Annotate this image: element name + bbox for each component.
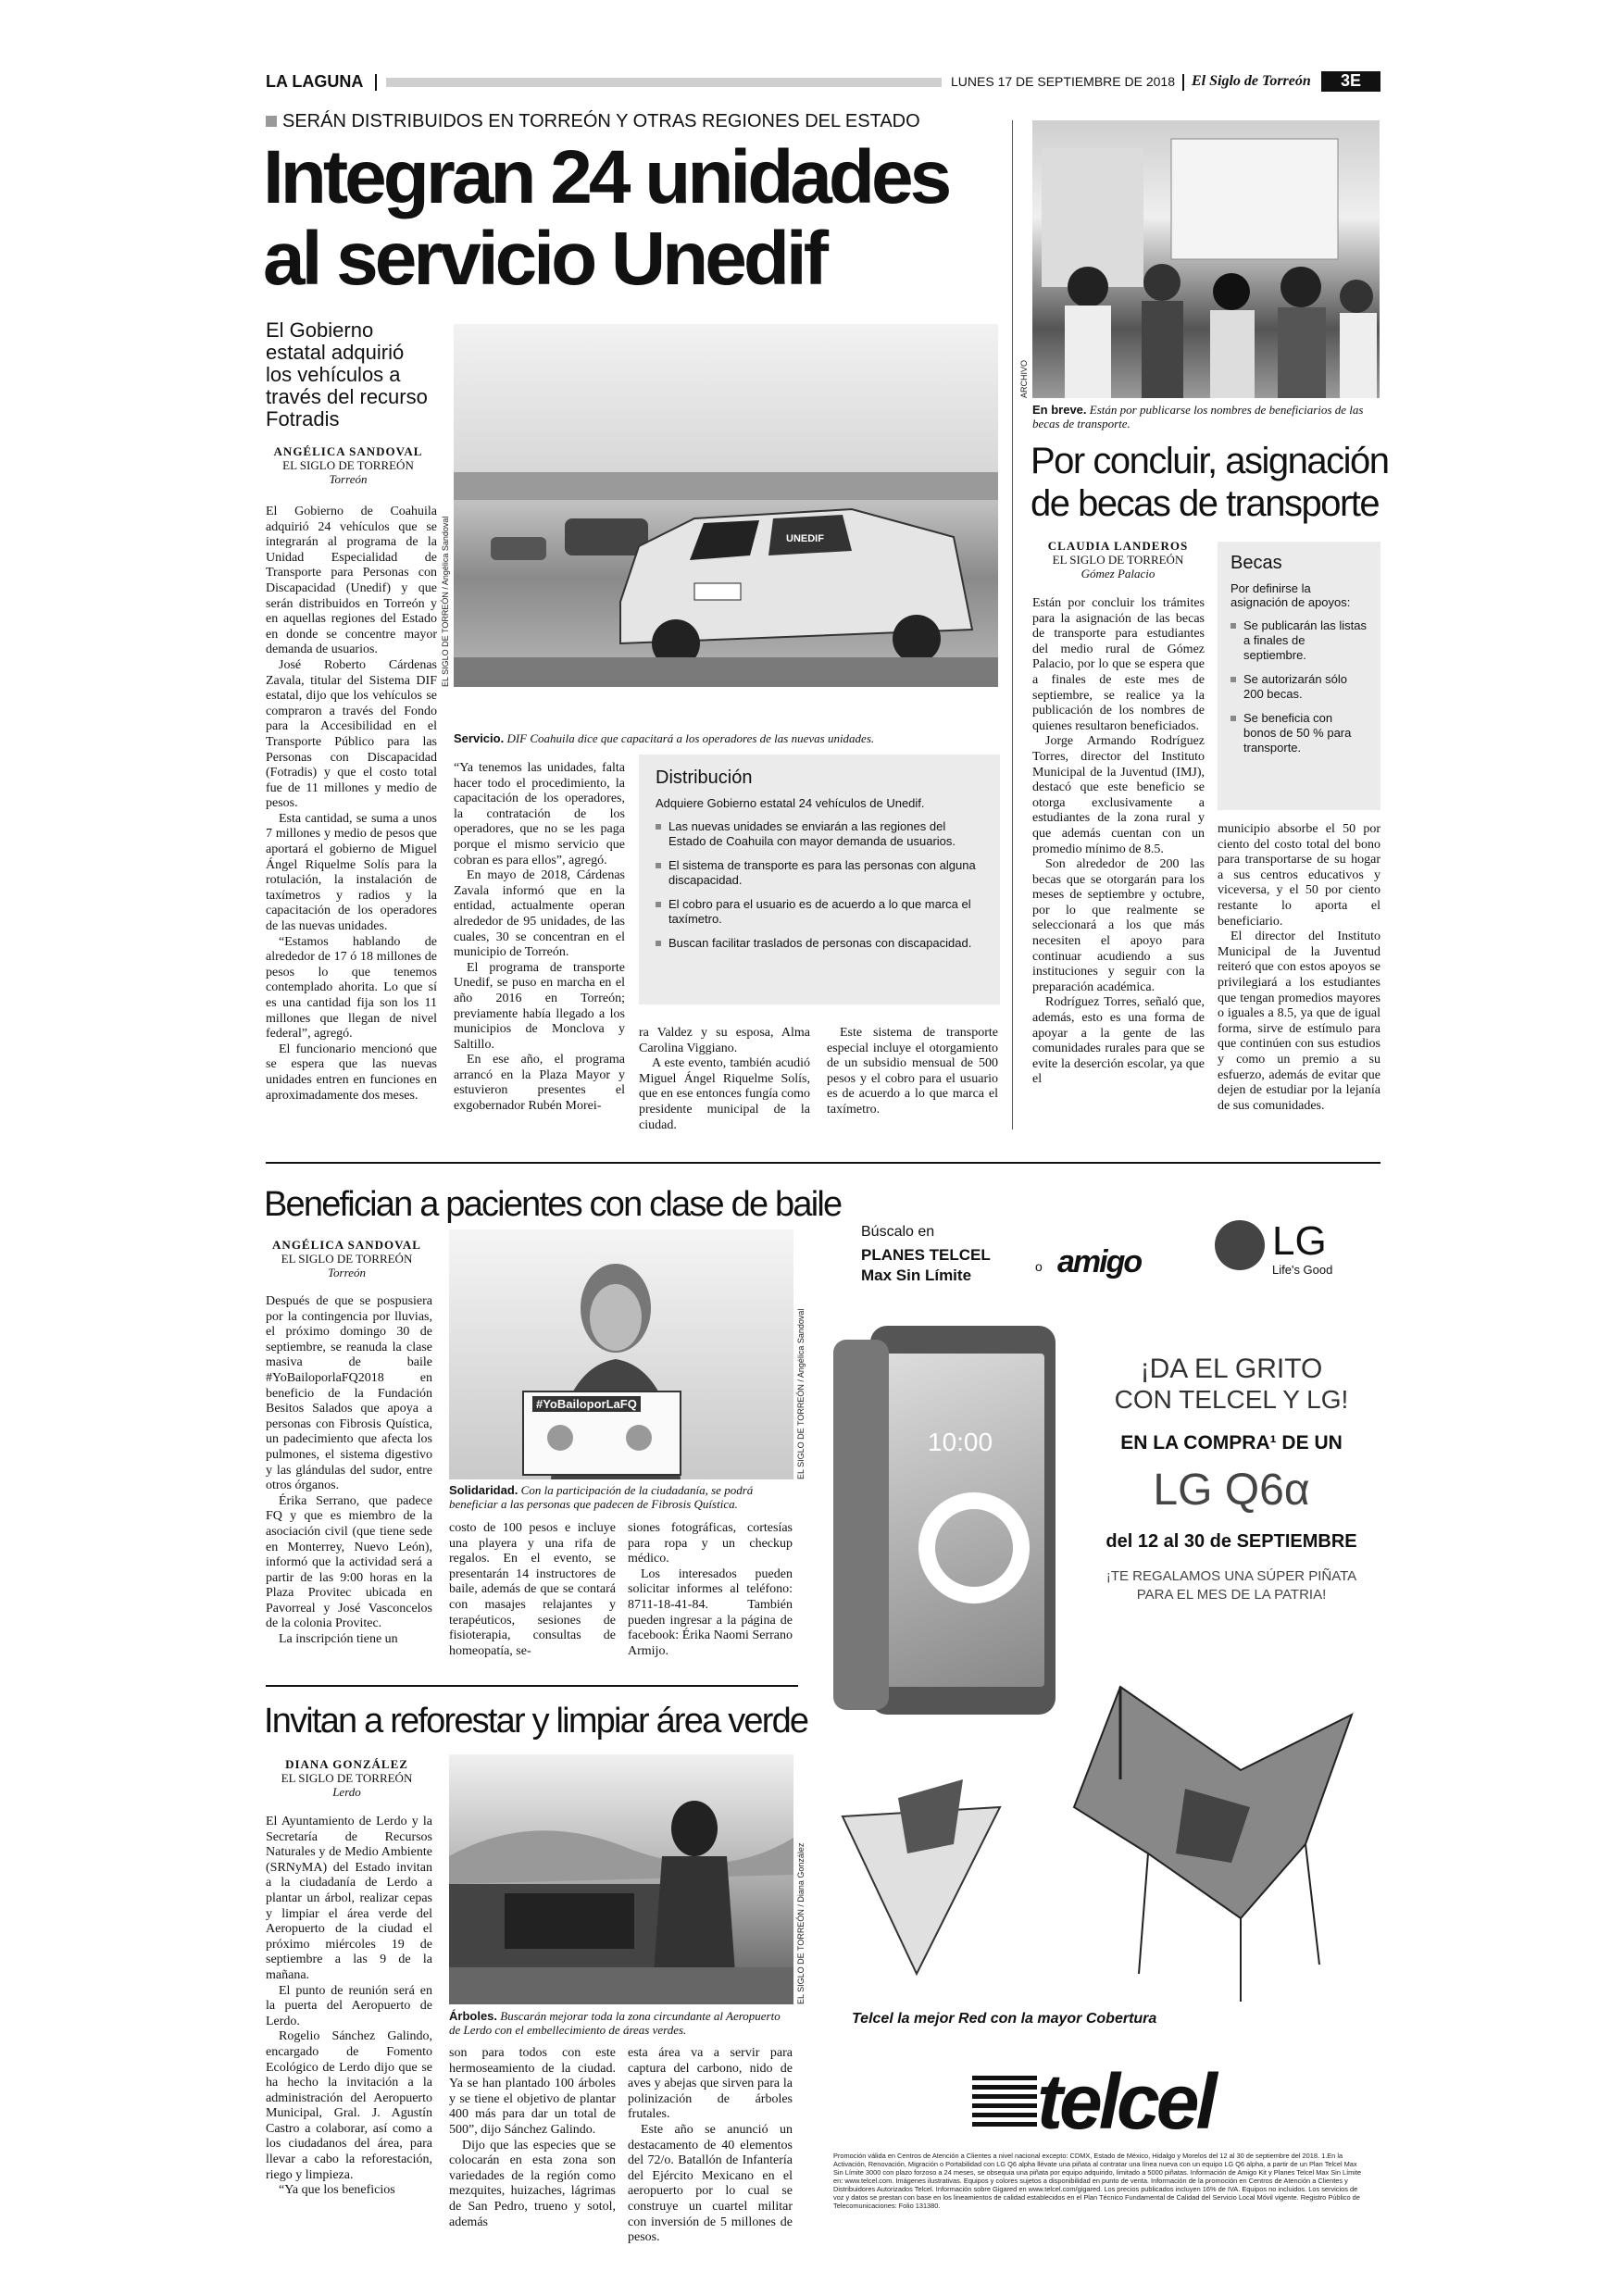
ad-model: LG Q6α xyxy=(1153,1466,1310,1515)
header-bar-right xyxy=(1182,74,1184,91)
ad-compra: EN LA COMPRA¹ DE UN xyxy=(1120,1432,1343,1454)
distribucion-item: Buscan facilitar traslados de personas con discapacidad. xyxy=(656,936,983,951)
distribucion-intro: Adquiere Gobierno estatal 24 vehículos de Unedif. xyxy=(656,796,925,810)
main-body-col3: ra Valdez y su esposa, Alma Carolina Viggiano. A este evento, también acudió Miguel Ángel Riquelme Solís, que en ese entonces fungía como presidente municipal de la ciudad. xyxy=(639,1026,810,1132)
becas-box-item: Se beneficia con bonos de 50 % para transporte. xyxy=(1230,711,1368,755)
ad-buscalo: Búscalo en xyxy=(861,1224,935,1240)
distribucion-item: El sistema de transporte es para las personas con alguna discapacidad. xyxy=(656,858,983,888)
column-divider xyxy=(1012,120,1013,1129)
header-bar-left xyxy=(375,74,377,91)
becas-box-intro: Por definirse la asignación de apoyos: xyxy=(1230,581,1351,609)
ad-fechas: del 12 al 30 de SEPTIEMBRE xyxy=(1106,1531,1357,1552)
kicker-square-icon xyxy=(266,116,277,127)
becas-box xyxy=(1218,542,1380,810)
main-body-col2: “Ya tenemos las unidades, falta hacer todo el procedimiento, la capacitación de los operadores, la contratación de los operadores, que no se les paga porque el mismo servicio que cobran es para ellos”, agregó. En mayo de 2018, Cárdenas Zavala informó que en la entidad, actualmente operan alrededor de 95 unidades, de las cuales, 30 se concentran en el municipio de Torreón. El programa de transporte Unedif, se puso en marcha en el año 2016 en Torreón; previamente había llegado a los municipios de Monclova y Saltillo. En ese año, el programa arrancó en la Plaza Mayor y estuvieron presentes el exgobernador Rubén Morei- xyxy=(454,761,625,1114)
becas-photo xyxy=(1032,120,1380,398)
baile-headline: Benefician a pacientes con clase de baile xyxy=(264,1185,842,1224)
taxi-illustration xyxy=(454,324,998,687)
reforestar-body-col1: El Ayuntamiento de Lerdo y la Secretaría de Recursos Naturales y de Medio Ambiente (SRNyMA) del Estado invitan a la ciudadanía de Lerdo a plantar un árbol, realizar cepas y limpiar el área verde del Aeropuerto de la ciudad el próximo miércoles 19 de septiembre a las 9 de la mañana. El punto de reunión será en la puerta del Aeropuerto de Lerdo. Rogelio Sánchez Galindo, encargado de Fomento Ecológico de Lerdo dijo que se ha hecho la invitación a la administración del Aeropuerto Municipal, Gral. J. Agustín Castro a colaborar, así como a los ciudadanos del área, para llevar a cabo la reforestación, riego y limpieza. “Ya que los beneficios xyxy=(266,1815,432,2198)
ad-tagline: Telcel la mejor Red con la mayor Cobertura xyxy=(852,2011,1157,2027)
main-subhead: El Gobierno estatal adquirió los vehículos a través del recurso Fotradis xyxy=(266,318,428,430)
amigo-logo: amigo xyxy=(1057,1244,1142,1279)
crowd-illustration xyxy=(1032,120,1380,398)
woman-illustration xyxy=(449,1229,793,1479)
ad-regalo2: PARA EL MES DE LA PATRIA! xyxy=(1136,1587,1327,1603)
becas-box-item: Se publicarán las listas a finales de septiembre. xyxy=(1230,618,1368,663)
baile-body-col3: siones fotográficas, cortesías para ropa y un checkup médico. Los interesados pueden solicitar informes al teléfono: 8711-18-41-84. También pueden ingresar a la página de facebook: Érika Naomi Serrano Armijo. xyxy=(628,1521,793,1658)
phone-q-graphic xyxy=(918,1492,1030,1603)
baile-byline: ANGÉLICA SANDOVAL EL SIGLO DE TORREÓN Torreón xyxy=(272,1238,421,1279)
phone-image xyxy=(870,1326,1056,1715)
reforestar-body-col3: esta área va a servir para captura del carbono, nido de aves y abejas que sirven para la polinización de árboles frutales. Este año se anunció un destacamento de 40 elementos del 72/o. Batallón de Infantería del Ejército Mexicano en el aeropuerto por lo cual se construye un cuartel militar con inversión de 5 millones de pesos. xyxy=(628,2046,793,2245)
reforestar-caption: Árboles. Buscarán mejorar toda la zona circundante al Aeropuerto de Lerdo con el embellecimiento de áreas verdes. xyxy=(449,2009,781,2037)
header-rule xyxy=(386,78,942,87)
baile-body-col1: Después de que se pospusiera por la contingencia por lluvias, el próximo domingo 30 de septiembre, se reanuda la clase masiva de baile #YoBailoporlaFQ2018 en beneficio de la Fundación Besitos Salados que apoya a personas con Fibrosis Quística, un padecimiento que afecta los pulmones, el sistema digestivo y las glándulas del sudor, entre otros órganos. Érika Serrano, que padece FQ y que es miembro de la asociación civil (que tiene sede en Monterrey, Nuevo León), informó que la actividad será a partir de las 9:00 horas en la Plaza Provitec ubicada en Pavorreal y José Vasconcelos de la colonia Provitec. La inscripción tiene un xyxy=(266,1294,432,1647)
telcel-lg-ad xyxy=(815,1168,1380,2211)
reforestar-photo xyxy=(449,1754,793,2004)
becas-caption: En breve. Están por publicarse los nombres de beneficiarios de las becas de transporte. xyxy=(1032,403,1364,430)
ad-or: o xyxy=(1035,1259,1043,1274)
ad-max: Max Sin Límite xyxy=(861,1267,972,1284)
telcel-logo-icon xyxy=(972,2071,1037,2127)
distribucion-item: Las nuevas unidades se enviarán a las regiones del Estado de Coahuila con mayor demanda de usuarios. xyxy=(656,819,983,849)
page-header xyxy=(266,72,1380,93)
ad-regalo1: ¡TE REGALAMOS UNA SÚPER PIÑATA xyxy=(1106,1568,1357,1584)
section-divider xyxy=(266,1162,1380,1164)
phone-clock: 10:00 xyxy=(928,1428,993,1456)
distribucion-box xyxy=(639,755,1000,1004)
section-divider xyxy=(266,1685,798,1687)
becas-box-item: Se autorizarán sólo 200 becas. xyxy=(1230,672,1368,702)
main-byline: ANGÉLICA SANDOVAL EL SIGLO DE TORREÓN Torreón xyxy=(273,444,423,486)
ad-grito-line2: CON TELCEL Y LG! xyxy=(1114,1385,1349,1414)
baile-body-col2: costo de 100 pesos e incluye una playera y una rifa de regalos. En el evento, se presentarán 14 instructores de baile, además de que se contará con masajes relajantes y terapéuticos, sesiones de fisioterapia, consultas de homeopatía, se- xyxy=(449,1521,616,1658)
main-kicker: SERÁN DISTRIBUIDOS EN TORREÓN Y OTRAS REGIONES DEL ESTADO xyxy=(266,111,920,132)
phone-image-back xyxy=(833,1340,889,1710)
main-photo-credit: EL SIGLO DE TORREÓN / Angélica Sandoval xyxy=(441,516,450,687)
telcel-logo: telcel xyxy=(1037,2058,1214,2145)
page-number: 3E xyxy=(1321,71,1380,92)
main-body-col4: Este sistema de transporte especial incluye el otorgamiento de un subsidio mensual de 500 pesos y el cobro para el usuario es de acuerdo a lo que marca el taxímetro. xyxy=(827,1026,998,1117)
ad-fine-print: Promoción válida en Centros de Atención a Clientes a nivel nacional excepto: CDMX, Estado de México, Hidalgo y Morelos del 12 al 30 de septiembre del 2018. 1.En la Activación, Renovación, Migración o Portabilidad con LG Q6 alpha llévate una piñata al contratar una línea nueva con un equipo LG Q6 alpha, a partir de un Plan Telcel Max Sin Límite 3000 con plazo forzoso a 24 meses, se obsequia una piñata por equipo adquirido, limitado a 5000 piñatas. Información de Amigo Kit y Planes Telcel Max Sin Límite en: www.telcel.com. Imágenes ilustrativas. Equipos y colores sujetos a disponibilidad en punto de venta. Información de la promoción en Centros de Atención a Clientes y Distribuidores Autorizados Telcel. Información sobre Gigared en www.telcel.com/gigared. Los precios publicados incluyen 16% de IVA. Equipos no incluidos. Los servicios de voz y datos se prestan con base en los lineamientos de calidad establecidos en el Plan Técnico Fundamental de Calidad del Servicio Local Móvil vigente. Registro Público de Telecomunicaciones: Folio 131380. xyxy=(833,2152,1362,2210)
reforestar-body-col2: son para todos con este hermoseamiento de la ciudad. Ya se han plantado 100 árboles y se tiene el objetivo de plantar 400 más para dar un total de 500”, dijo Sánchez Galindo. Dijo que las especies que se colocarán en esta zona son variedades de la región como mezquites, huizaches, lágrimas de San Pedro, trueno y sotol, además xyxy=(449,2046,616,2229)
distribucion-title: Distribución xyxy=(656,767,753,788)
becas-byline: CLAUDIA LANDEROS EL SIGLO DE TORREÓN Gómez Palacio xyxy=(1047,539,1189,580)
ad-planes: PLANES TELCEL xyxy=(861,1246,991,1264)
paper-name: El Siglo de Torreón xyxy=(1192,73,1311,89)
baile-photo xyxy=(449,1229,793,1479)
phone-screen xyxy=(881,1354,1044,1687)
baile-photo-credit: EL SIGLO DE TORREÓN / Angélica Sandoval xyxy=(796,1308,806,1479)
header-date: LUNES 17 DE SEPTIEMBRE DE 2018 xyxy=(951,74,1175,89)
truck-illustration xyxy=(449,1754,793,2004)
lg-tagline: Life's Good xyxy=(1272,1263,1333,1277)
pinata-image xyxy=(815,1668,1380,2020)
becas-body-col2: municipio absorbe el 50 por ciento del costo total del bono para transportarse de su hogar a sus centros educativos y viceversa, y el 50 por ciento restante lo aporta el beneficiario. El director del Instituto Municipal de la Juventud reiteró que con estos apoyos se privilegiará a los estudiantes que tengan promedios mayores o iguales a 8.5, ya que de igual forma, sirve de estímulo para que continúen con sus estudios y como un premio a su esfuerzo, además de evitar que dejen de estudiar por la lejanía de sus comunidades. xyxy=(1218,822,1380,1113)
becas-photo-credit: ARCHIVO xyxy=(1019,359,1029,398)
baile-caption: Solidaridad. Con la participación de la ciudadanía, se podrá beneficiar a las personas que padecen de Fibrosis Quística. xyxy=(449,1483,754,1511)
lg-logo: LG xyxy=(1272,1218,1327,1264)
distribucion-item: El cobro para el usuario es de acuerdo a lo que marca el taxímetro. xyxy=(656,897,983,927)
main-photo xyxy=(454,324,998,687)
becas-box-title: Becas xyxy=(1230,553,1282,573)
main-caption: Servicio. DIF Coahuila dice que capacitará a los operadores de las nuevas unidades. xyxy=(454,731,875,745)
becas-headline: Por concluir, asignación de becas de transporte xyxy=(1031,441,1389,524)
lg-logo-icon xyxy=(1215,1220,1265,1270)
reforestar-headline: Invitan a reforestar y limpiar área verde xyxy=(264,1702,808,1741)
reforestar-byline: DIANA GONZÁLEZ EL SIGLO DE TORREÓN Lerdo xyxy=(281,1757,413,1799)
reforestar-photo-credit: EL SIGLO DE TORREÓN / Diana González xyxy=(796,1842,806,2004)
taxi-plate: UNEDIF xyxy=(782,532,828,545)
main-body-col1: El Gobierno de Coahuila adquirió 24 vehículos que se integrarán al programa de la Unidad Especialidad de Transporte para Personas con Discapacidad (Unedif) y que serán distribuidos en Torreón y en aquellas regiones del Estado en donde se concentre mayor demanda de usuarios. José Roberto Cárdenas Zavala, titular del Sistema DIF estatal, dijo que los vehículos se compraron a través del Fondo para la Accesibilidad en el Transporte Público para las Personas con Discapacidad (Fotradis) y que el costo total fue de 11 millones y medio de pesos. Esta cantidad, se suma a unos 7 millones y medio de pesos que aportará el gobierno de Miguel Ángel Riquelme Solís para la rotulación, la instalación de taxímetros y radios y la capacitación de los operadores de las nuevas unidades. “Estamos hablando de alrededor de 17 ó 18 millones de pesos lo que tenemos contemplado ahorita. Lo que sí es una cantidad fija son los 11 millones que llegan de nivel federal”, agregó. El funcionario mencionó que se espera que las nuevas unidades entren en funciones en aproximadamente dos meses. xyxy=(266,505,437,1103)
ad-grito-line1: ¡DA EL GRITO xyxy=(1140,1354,1323,1384)
sign-text: #YoBailoporLaFQ xyxy=(532,1396,641,1412)
main-headline: Integran 24 unidades al servicio Unedif xyxy=(263,135,949,301)
becas-body-col1: Están por concluir los trámites para la asignación de las becas de transporte para estudiantes del medio rural de Gómez Palacio, por lo que se espera que a finales de este mes de septiembre, se realice ya la publicación de los nombres de quienes resultaron beneficiados. Jorge Armando Rodríguez Torres, director del Instituto Municipal de la Juventud (IMJ), destacó que este beneficio se otorga exclusivamente a estudiantes de la zona rural y que además cuentan con un promedio mínimo de 8.5. Son alrededor de 200 las becas que se otorgarán para los meses de septiembre y octubre, por lo que realmente se seleccionará a los que más necesiten el apoyo para continuar acudiendo a sus instituciones y seguir con la preparación académica. Rodríguez Torres, señaló que, además, esto es una forma de apoyar a la gente de las comunidades rurales para que se evite la deserción escolar, ya que el xyxy=(1032,596,1205,1087)
section-name: LA LAGUNA xyxy=(266,72,364,91)
